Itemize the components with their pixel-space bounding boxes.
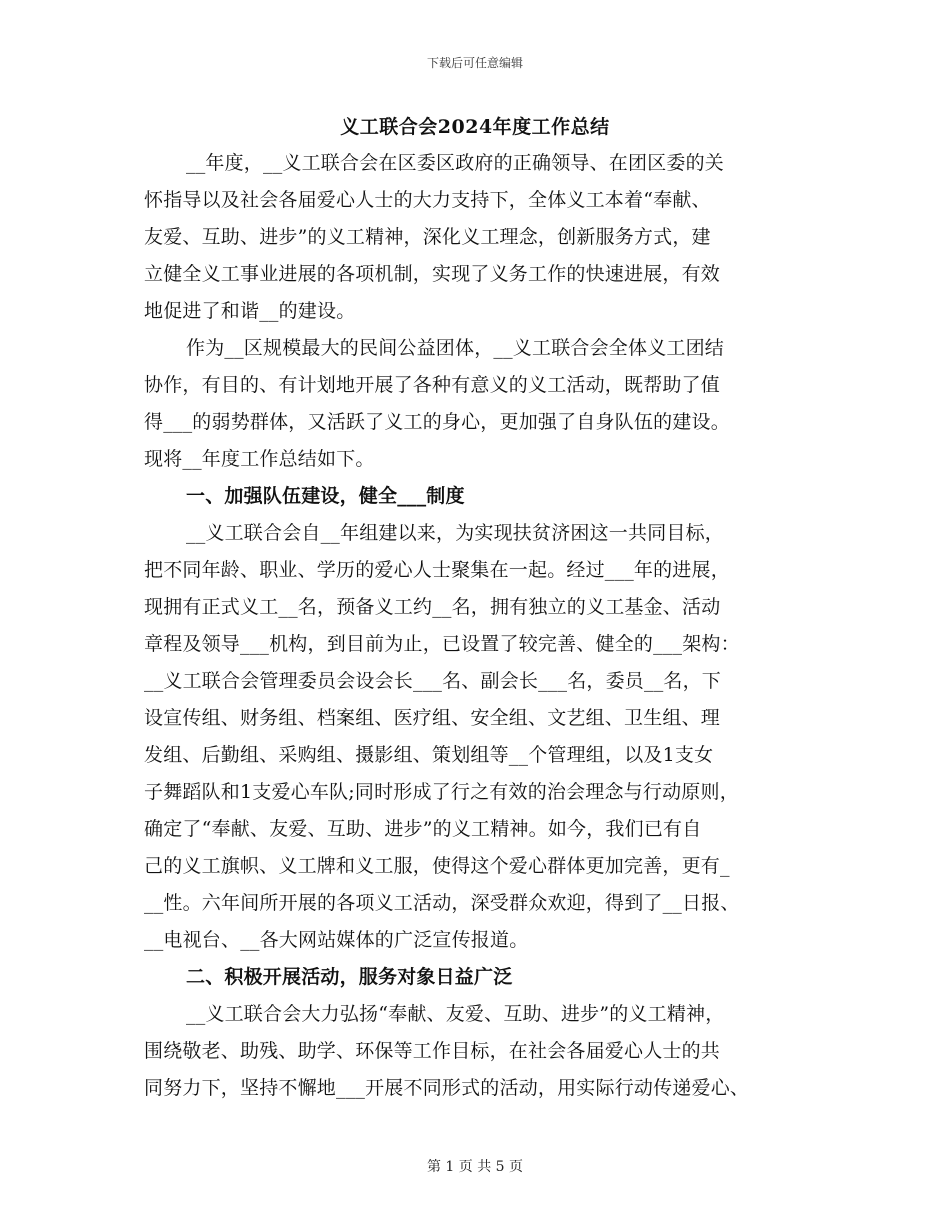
body-line: 得___的弱势群体，又活跃了义工的身心，更加强了自身队伍的建设。 [144, 411, 730, 433]
body-line: __义工联合会管理委员会设会长___名、副会长___名，委员__名，下 [144, 670, 722, 692]
body-line: 立健全义工事业进展的各项机制，实现了义务工作的快速进展，有效 [144, 263, 721, 285]
body-line: 现将__年度工作总结如下。 [144, 448, 375, 470]
body-line: 发组、后勤组、采购组、摄影组、策划组等__个管理组，以及1支女 [144, 744, 714, 766]
body-line: __义工联合会大力弘扬“奉献、友爱、互助、进步”的义工精神， [186, 1003, 725, 1025]
body-line: __年度，__义工联合会在区委区政府的正确领导、在团区委的关 [186, 152, 725, 174]
body-line: 确定了“奉献、友爱、互助、进步”的义工精神。如今，我们已有自 [144, 818, 702, 840]
body-line: 设宣传组、财务组、档案组、医疗组、安全组、文艺组、卫生组、理 [144, 707, 721, 729]
document-title: 义工联合会2024年度工作总结 [340, 116, 610, 138]
body-line: 友爱、互助、进步”的义工精神，深化义工理念，创新服务方式，建 [144, 226, 711, 248]
document-body [144, 145, 814, 1107]
body-line: 己的义工旗帜、义工牌和义工服，使得这个爱心群体更加完善，更有_ [144, 855, 730, 877]
body-line: 子舞蹈队和1支爱心车队;同时形成了行之有效的治会理念与行动原则， [144, 781, 739, 803]
body-line: 同努力下，坚持不懈地___开展不同形式的活动，用实际行动传递爱心、 [144, 1077, 750, 1099]
body-line: 围绕敬老、助残、助学、环保等工作目标，在社会各届爱心人士的共 [144, 1040, 721, 1062]
section-heading: 二、积极开展活动，服务对象日益广泛 [186, 966, 513, 988]
page-header-note: 下载后可任意编辑 [426, 56, 523, 70]
body-line: 协作，有目的、有计划地开展了各种有意义的义工活动，既帮助了值 [144, 374, 721, 396]
body-line: 作为__区规模最大的民间公益团体，__义工联合会全体义工团结 [186, 337, 725, 359]
body-line: 怀指导以及社会各届爱心人士的大力支持下，全体义工本着“奉献、 [144, 189, 711, 211]
body-line: __性。六年间所开展的各项义工活动，深受群众欢迎，得到了__日报、 [144, 892, 740, 914]
section-heading: 一、加强队伍建设，健全___制度 [186, 485, 465, 507]
page-number: 第 1 页 共 5 页 [426, 1159, 524, 1175]
body-line: 章程及领导___机构，到目前为止，已设置了较完善、健全的___架构： [144, 633, 740, 655]
body-line: 把不同年龄、职业、学历的爱心人士聚集在一起。经过___年的进展， [144, 559, 730, 581]
body-line: __义工联合会自__年组建以来，为实现扶贫济困这一共同目标， [186, 522, 725, 544]
body-line: 地促进了和谐__的建设。 [144, 300, 356, 322]
body-line: 现拥有正式义工__名，预备义工约__名，拥有独立的义工基金、活动 [144, 596, 721, 618]
body-line: __电视台、__各大网站媒体的广泛宣传报道。 [144, 929, 529, 951]
